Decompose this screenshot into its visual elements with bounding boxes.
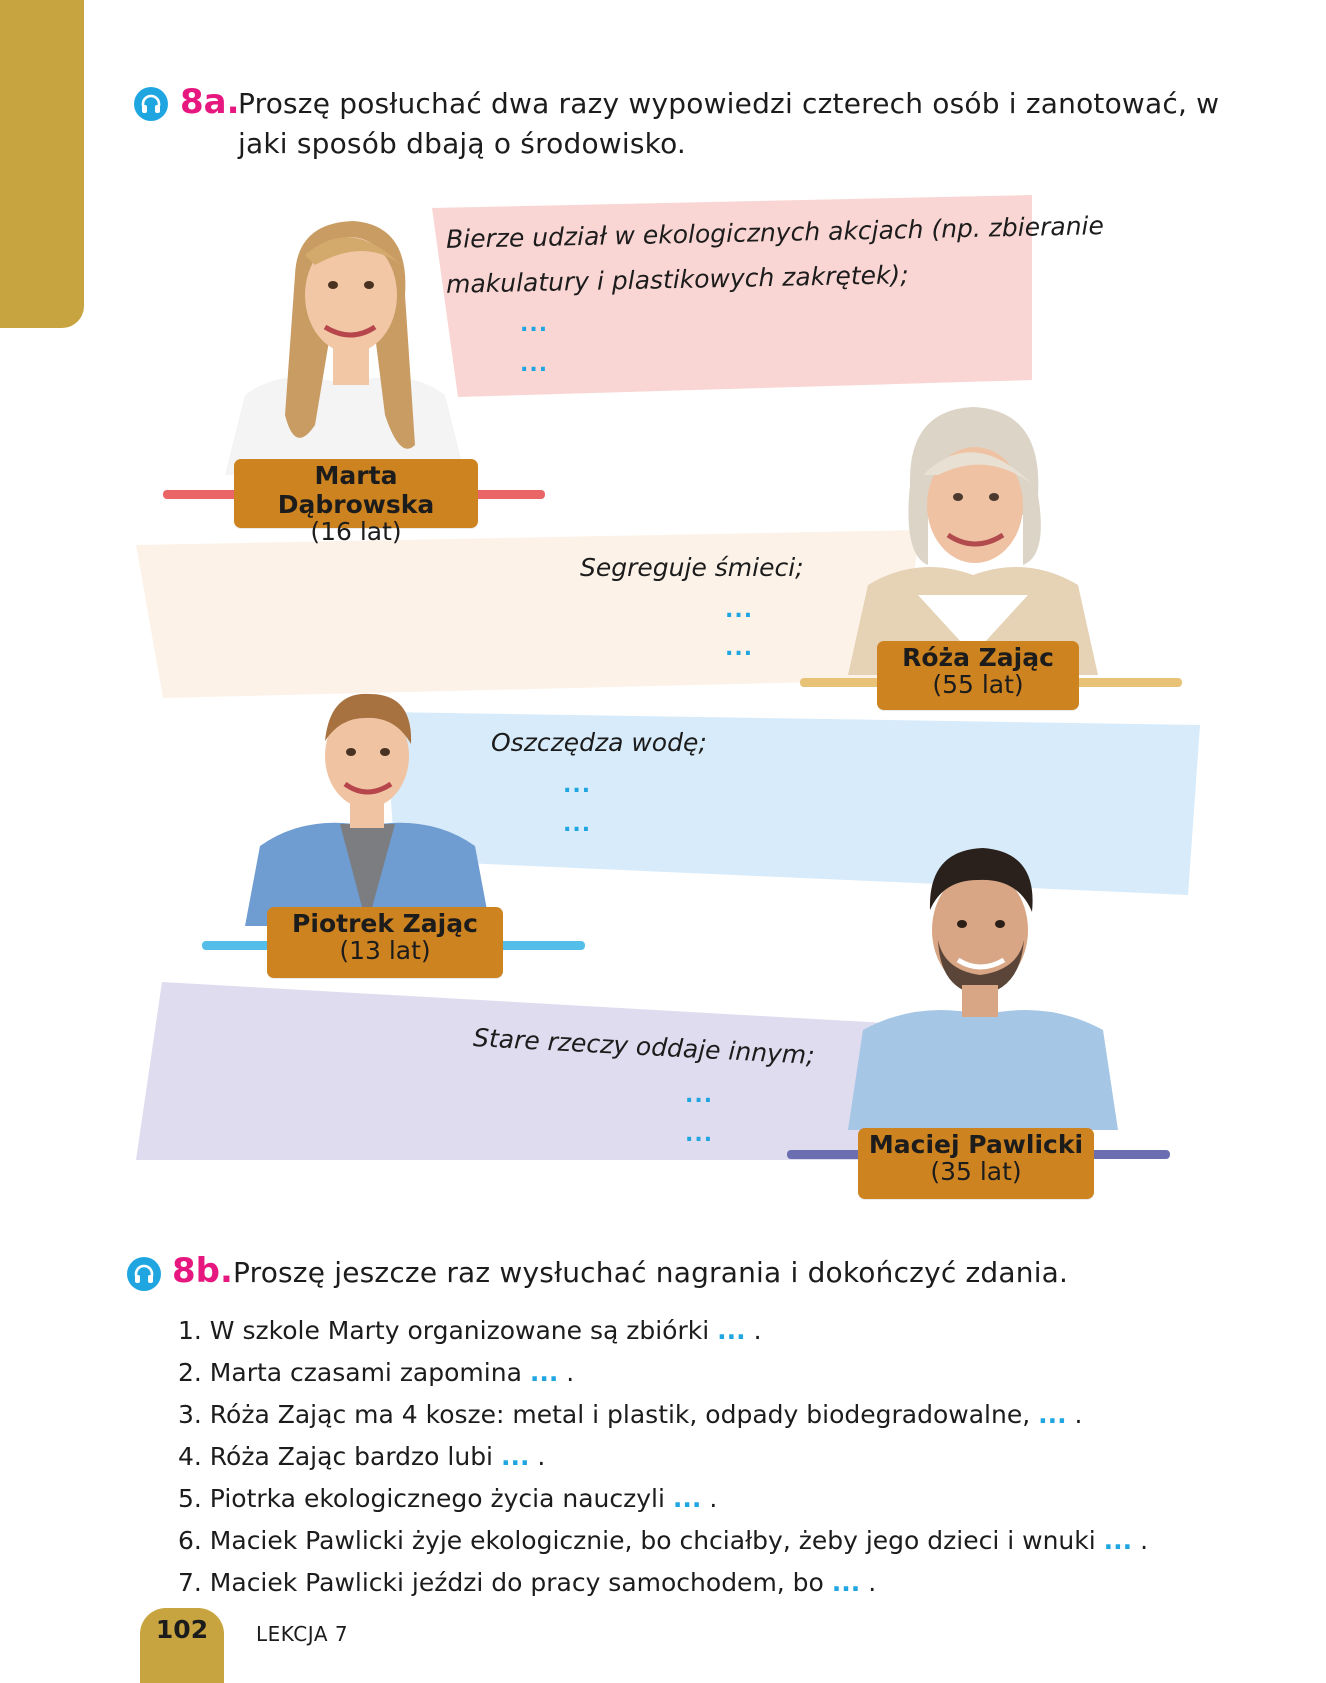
- lesson-label: LEKCJA 7: [256, 1622, 349, 1646]
- exercise-number: 8b.: [172, 1251, 233, 1291]
- name-box-maciej: [858, 1128, 1094, 1199]
- answer-blank[interactable]: ...: [717, 1316, 746, 1345]
- sentence-list: [178, 1310, 1148, 1604]
- list-item: [178, 1394, 1148, 1436]
- person-age: (55 lat): [932, 670, 1024, 699]
- item-end: .: [1132, 1526, 1149, 1555]
- blank-dots: ...: [725, 636, 754, 661]
- person-name: Róża Zając: [902, 643, 1054, 672]
- person-name: Piotrek Zając: [292, 909, 478, 938]
- list-item: [178, 1436, 1148, 1478]
- answer-blank[interactable]: ...: [1103, 1526, 1133, 1555]
- item-end: .: [860, 1568, 877, 1597]
- answer-blank[interactable]: ...: [831, 1568, 861, 1597]
- blank-dots: ...: [520, 312, 549, 337]
- item-text: 1. W szkole Marty organizowane są zbiórki: [178, 1316, 718, 1345]
- answer-blank[interactable]: ...: [529, 1358, 559, 1387]
- exercise-number: 8a.: [180, 82, 240, 122]
- item-end: .: [745, 1316, 762, 1345]
- marta-photo: [205, 215, 485, 475]
- name-box-piotrek: [267, 907, 503, 978]
- person-age: (16 lat): [310, 517, 402, 546]
- instruction-line-1: Proszę posłuchać dwa razy wypowiedzi czterech osób i zanotować, w: [238, 87, 1220, 120]
- blank-dots: ...: [685, 1083, 714, 1108]
- note-text: Stare rzeczy oddaje innym;: [472, 1023, 816, 1070]
- note-text: Oszczędza wodę;: [491, 728, 707, 757]
- blank-dots: ...: [563, 812, 592, 837]
- instruction: Proszę jeszcze raz wysłuchać nagrania i dokończyć zdania.: [233, 1256, 1069, 1289]
- list-item: [178, 1478, 1148, 1520]
- item-text: 2. Marta czasami zapomina: [178, 1358, 530, 1387]
- blank-dots: ...: [563, 773, 592, 798]
- item-end: .: [529, 1442, 546, 1471]
- page-number: 102: [155, 1615, 209, 1644]
- piotrek-photo: [245, 686, 490, 926]
- item-end: .: [1066, 1400, 1083, 1429]
- person-name: Marta Dąbrowska: [277, 461, 435, 519]
- item-text: 5. Piotrka ekologicznego życia nauczyli: [178, 1484, 673, 1513]
- answer-blank[interactable]: ...: [672, 1484, 702, 1513]
- item-end: .: [558, 1358, 575, 1387]
- list-item: [178, 1520, 1148, 1562]
- answer-blank[interactable]: ...: [500, 1442, 530, 1471]
- item-text: 3. Róża Zając ma 4 kosze: metal i plastik, odpady biodegradowalne,: [178, 1400, 1039, 1429]
- blank-dots: ...: [725, 598, 754, 623]
- instruction-line-2: jaki sposób dbają o środowisko.: [238, 127, 687, 160]
- item-text: 7. Maciek Pawlicki jeździ do pracy samochodem, bo: [178, 1568, 832, 1597]
- person-age: (35 lat): [930, 1157, 1022, 1186]
- item-text: 6. Maciek Pawlicki żyje ekologicznie, bo chciałby, żeby jego dzieci i wnuki: [178, 1526, 1104, 1555]
- note-text: Bierze udział w ekologicznych akcjach (np. zbieranie: [445, 211, 1105, 254]
- person-age: (13 lat): [339, 936, 431, 965]
- blank-dots: ...: [685, 1122, 714, 1147]
- item-end: .: [701, 1484, 718, 1513]
- answer-blank[interactable]: ...: [1038, 1400, 1067, 1429]
- item-text: 4. Róża Zając bardzo lubi: [178, 1442, 501, 1471]
- blank-dots: ...: [520, 352, 549, 377]
- headphones-icon[interactable]: [127, 1257, 161, 1291]
- name-box-roza: [877, 641, 1079, 710]
- name-box-marta: [234, 459, 478, 546]
- note-text: Segreguje śmieci;: [580, 553, 804, 582]
- list-item: [178, 1310, 1148, 1352]
- roza-photo: [848, 405, 1098, 675]
- person-name: Maciej Pawlicki: [868, 1130, 1084, 1159]
- maciej-photo: [848, 840, 1118, 1130]
- note-bg-maciej: [136, 982, 920, 1160]
- list-item: [178, 1352, 1148, 1394]
- list-item: [178, 1562, 1148, 1604]
- note-text: makulatury i plastikowych zakrętek);: [445, 260, 909, 299]
